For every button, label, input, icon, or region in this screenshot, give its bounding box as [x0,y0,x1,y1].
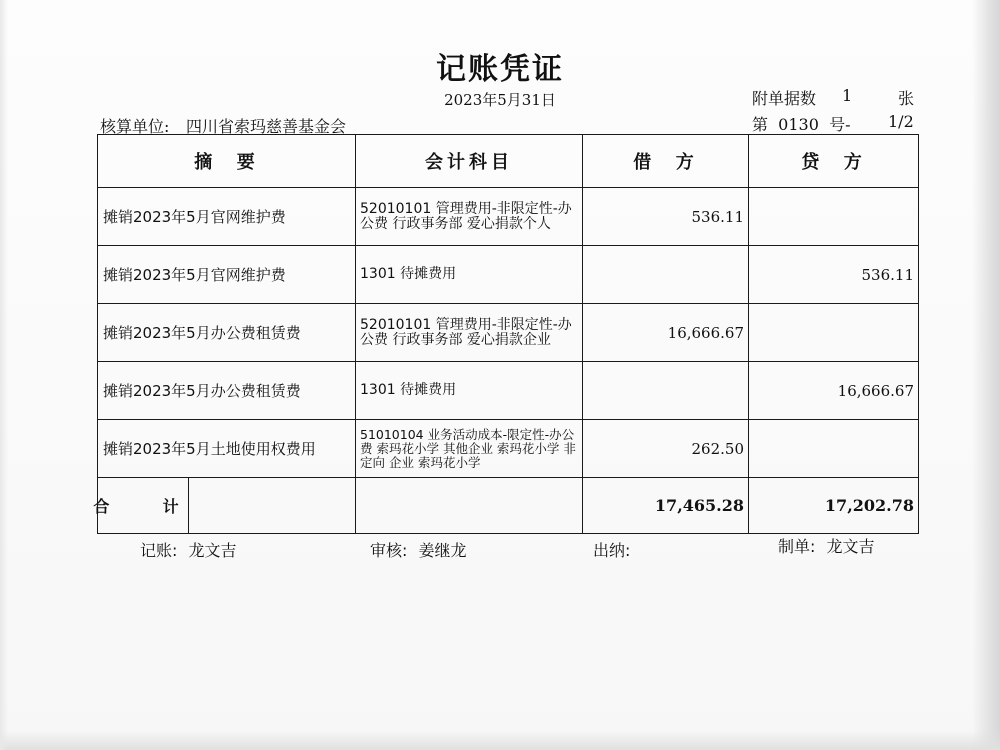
row-summary: 摊销2023年5月办公费租赁费 [98,304,356,362]
voucher-table [93,134,919,534]
total-label: 合 计 [98,478,189,533]
attachments-count: 1 [842,86,853,105]
cashier-label: 出纳: [593,541,631,560]
table-row [98,420,919,478]
bookkeeper-name: 龙文吉 [188,541,237,560]
row-debit: 536.11 [583,188,749,246]
total-row [98,478,919,534]
row-account: 1301 待摊费用 [356,246,583,304]
total-debit: 17,465.28 [583,478,749,534]
reviewer-signature [370,538,467,561]
header-summary: 摘 要 [98,135,356,188]
attachments-unit: 张 [898,89,915,108]
scan-edge-left [0,0,8,750]
row-summary: 摊销2023年5月办公费租赁费 [98,362,356,420]
row-account: 52010101 管理费用-非限定性-办公费 行政事务部 爱心捐款企业 [356,304,583,362]
row-credit [749,188,919,246]
row-credit: 536.11 [749,246,919,304]
table-header-row [98,135,919,188]
row-summary: 摊销2023年5月官网维护费 [98,246,356,304]
row-debit [583,246,749,304]
voucher-title: 记账凭证 [436,52,564,87]
preparer-signature [778,534,875,557]
total-cell [93,478,356,534]
row-credit [749,420,919,478]
accounting-unit-label: 核算单位: [100,117,170,136]
table-row [98,304,919,362]
voucher-date: 2023年5月31日 [444,91,556,109]
total-credit: 17,202.78 [749,478,919,534]
row-account: 51010104 业务活动成本-限定性-办公费 索玛花小学 其他企业 索玛花小学 非定向 企业 索玛花小学 [356,420,583,478]
scan-edge-right [972,0,1000,750]
table-row [98,362,919,420]
row-credit [749,304,919,362]
row-credit: 16,666.67 [749,362,919,420]
table-row [98,246,919,304]
row-debit: 262.50 [583,420,749,478]
accounting-unit-name: 四川省索玛慈善基金会 [186,117,347,136]
row-summary: 摊销2023年5月官网维护费 [98,188,356,246]
bookkeeper-signature [140,538,237,561]
row-debit: 16,666.67 [583,304,749,362]
row-debit [583,362,749,420]
attachments-label: 附单据数 [752,89,817,108]
header-credit: 贷 方 [749,135,919,188]
scan-edge-bottom [0,730,1000,750]
voucher-page: 1/2 [888,112,914,131]
row-account: 52010101 管理费用-非限定性-办公费 行政事务部 爱心捐款个人 [356,188,583,246]
row-summary: 摊销2023年5月土地使用权费用 [98,420,356,478]
row-account: 1301 待摊费用 [356,362,583,420]
total-account-empty [356,478,583,534]
preparer-name: 龙文吉 [826,537,875,556]
preparer-label: 制单: [778,537,816,556]
table-row [98,188,919,246]
bookkeeper-label: 记账: [140,541,178,560]
reviewer-label: 审核: [370,541,408,560]
header-debit: 借 方 [583,135,749,188]
cashier-signature [593,538,630,561]
reviewer-name: 姜继龙 [418,541,467,560]
voucher-number: 第 0130 号- [752,115,851,134]
header-account: 会计科目 [356,135,583,188]
